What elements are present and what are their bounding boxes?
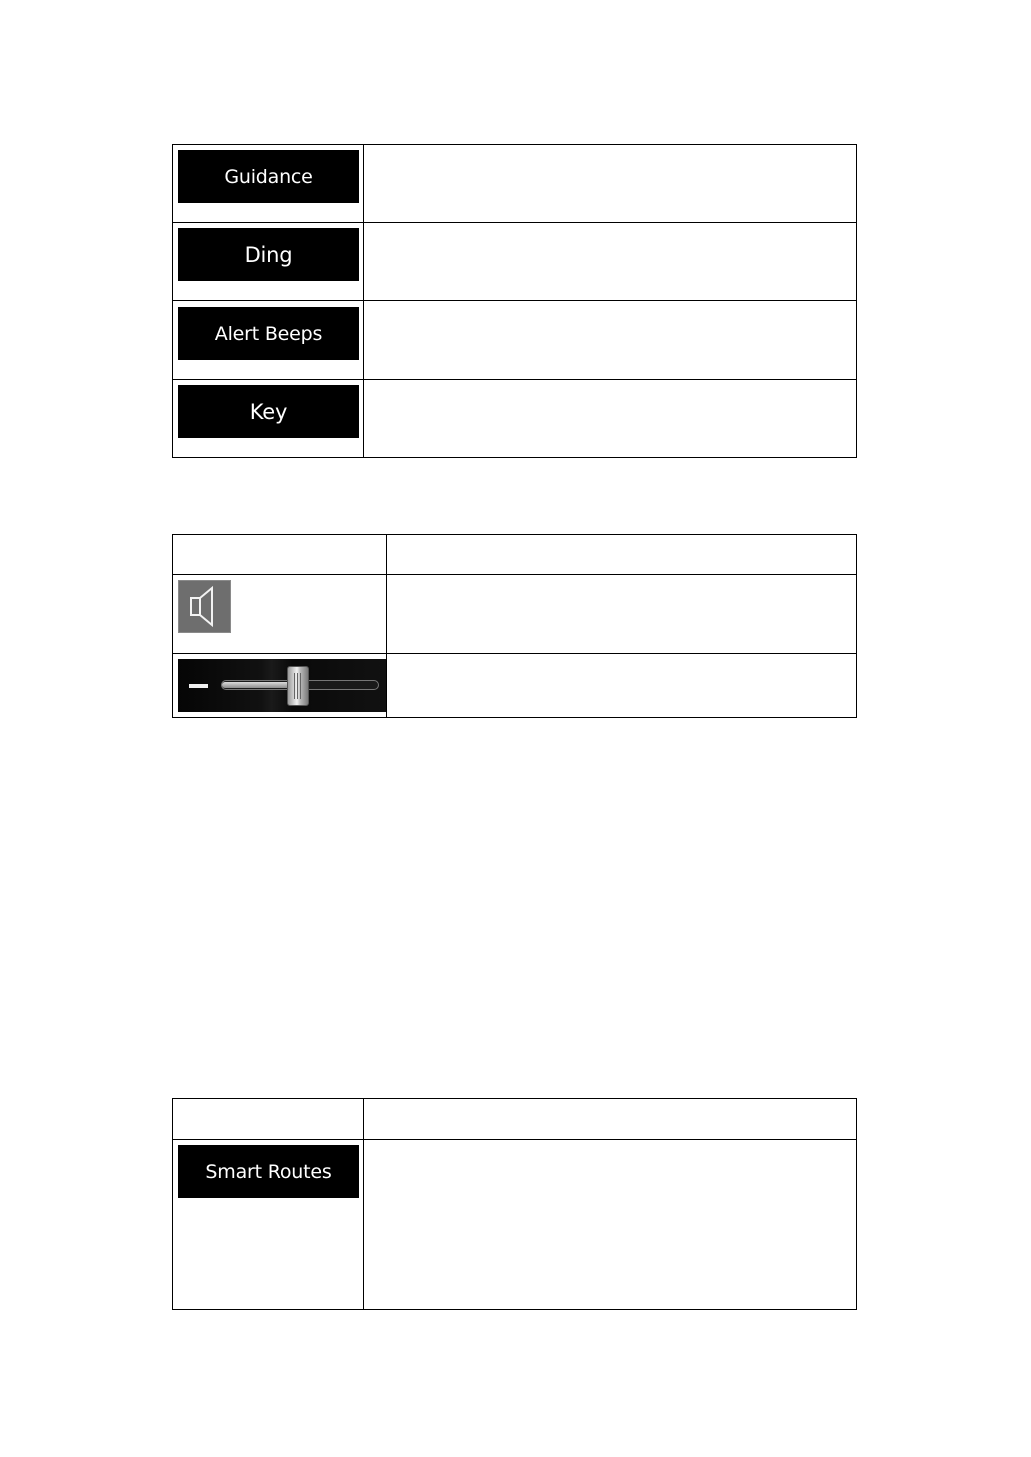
row-description (364, 1140, 856, 1309)
table-row (173, 575, 856, 654)
header-cell-2 (364, 1099, 856, 1139)
minus-icon (189, 684, 208, 688)
table-header-row (173, 535, 856, 575)
table-row (173, 654, 856, 717)
key-button[interactable]: Key (178, 385, 359, 438)
sound-settings-table (172, 144, 857, 458)
row-description (387, 575, 856, 653)
header-cell-1 (173, 1099, 363, 1139)
table-row (173, 223, 856, 301)
table-row (173, 301, 856, 380)
alert-beeps-button[interactable]: Alert Beeps (178, 307, 359, 360)
smart-routes-button[interactable]: Smart Routes (178, 1145, 359, 1198)
route-settings-table (172, 1098, 857, 1310)
row-description (364, 380, 856, 457)
header-cell-1 (173, 535, 386, 574)
table-row (173, 380, 856, 457)
row-description (387, 654, 856, 717)
mute-button[interactable] (178, 580, 231, 633)
guidance-button[interactable]: Guidance (178, 150, 359, 203)
slider-handle[interactable] (287, 666, 309, 706)
header-cell-2 (387, 535, 856, 574)
row-description (364, 301, 856, 379)
table-row (173, 145, 856, 223)
row-description (364, 145, 856, 222)
volume-controls-table (172, 534, 857, 718)
row-description (364, 223, 856, 300)
speaker-icon (179, 581, 230, 632)
table-row (173, 1140, 856, 1309)
table-header-row (173, 1099, 856, 1140)
ding-button[interactable]: Ding (178, 228, 359, 281)
volume-slider[interactable] (178, 659, 386, 712)
